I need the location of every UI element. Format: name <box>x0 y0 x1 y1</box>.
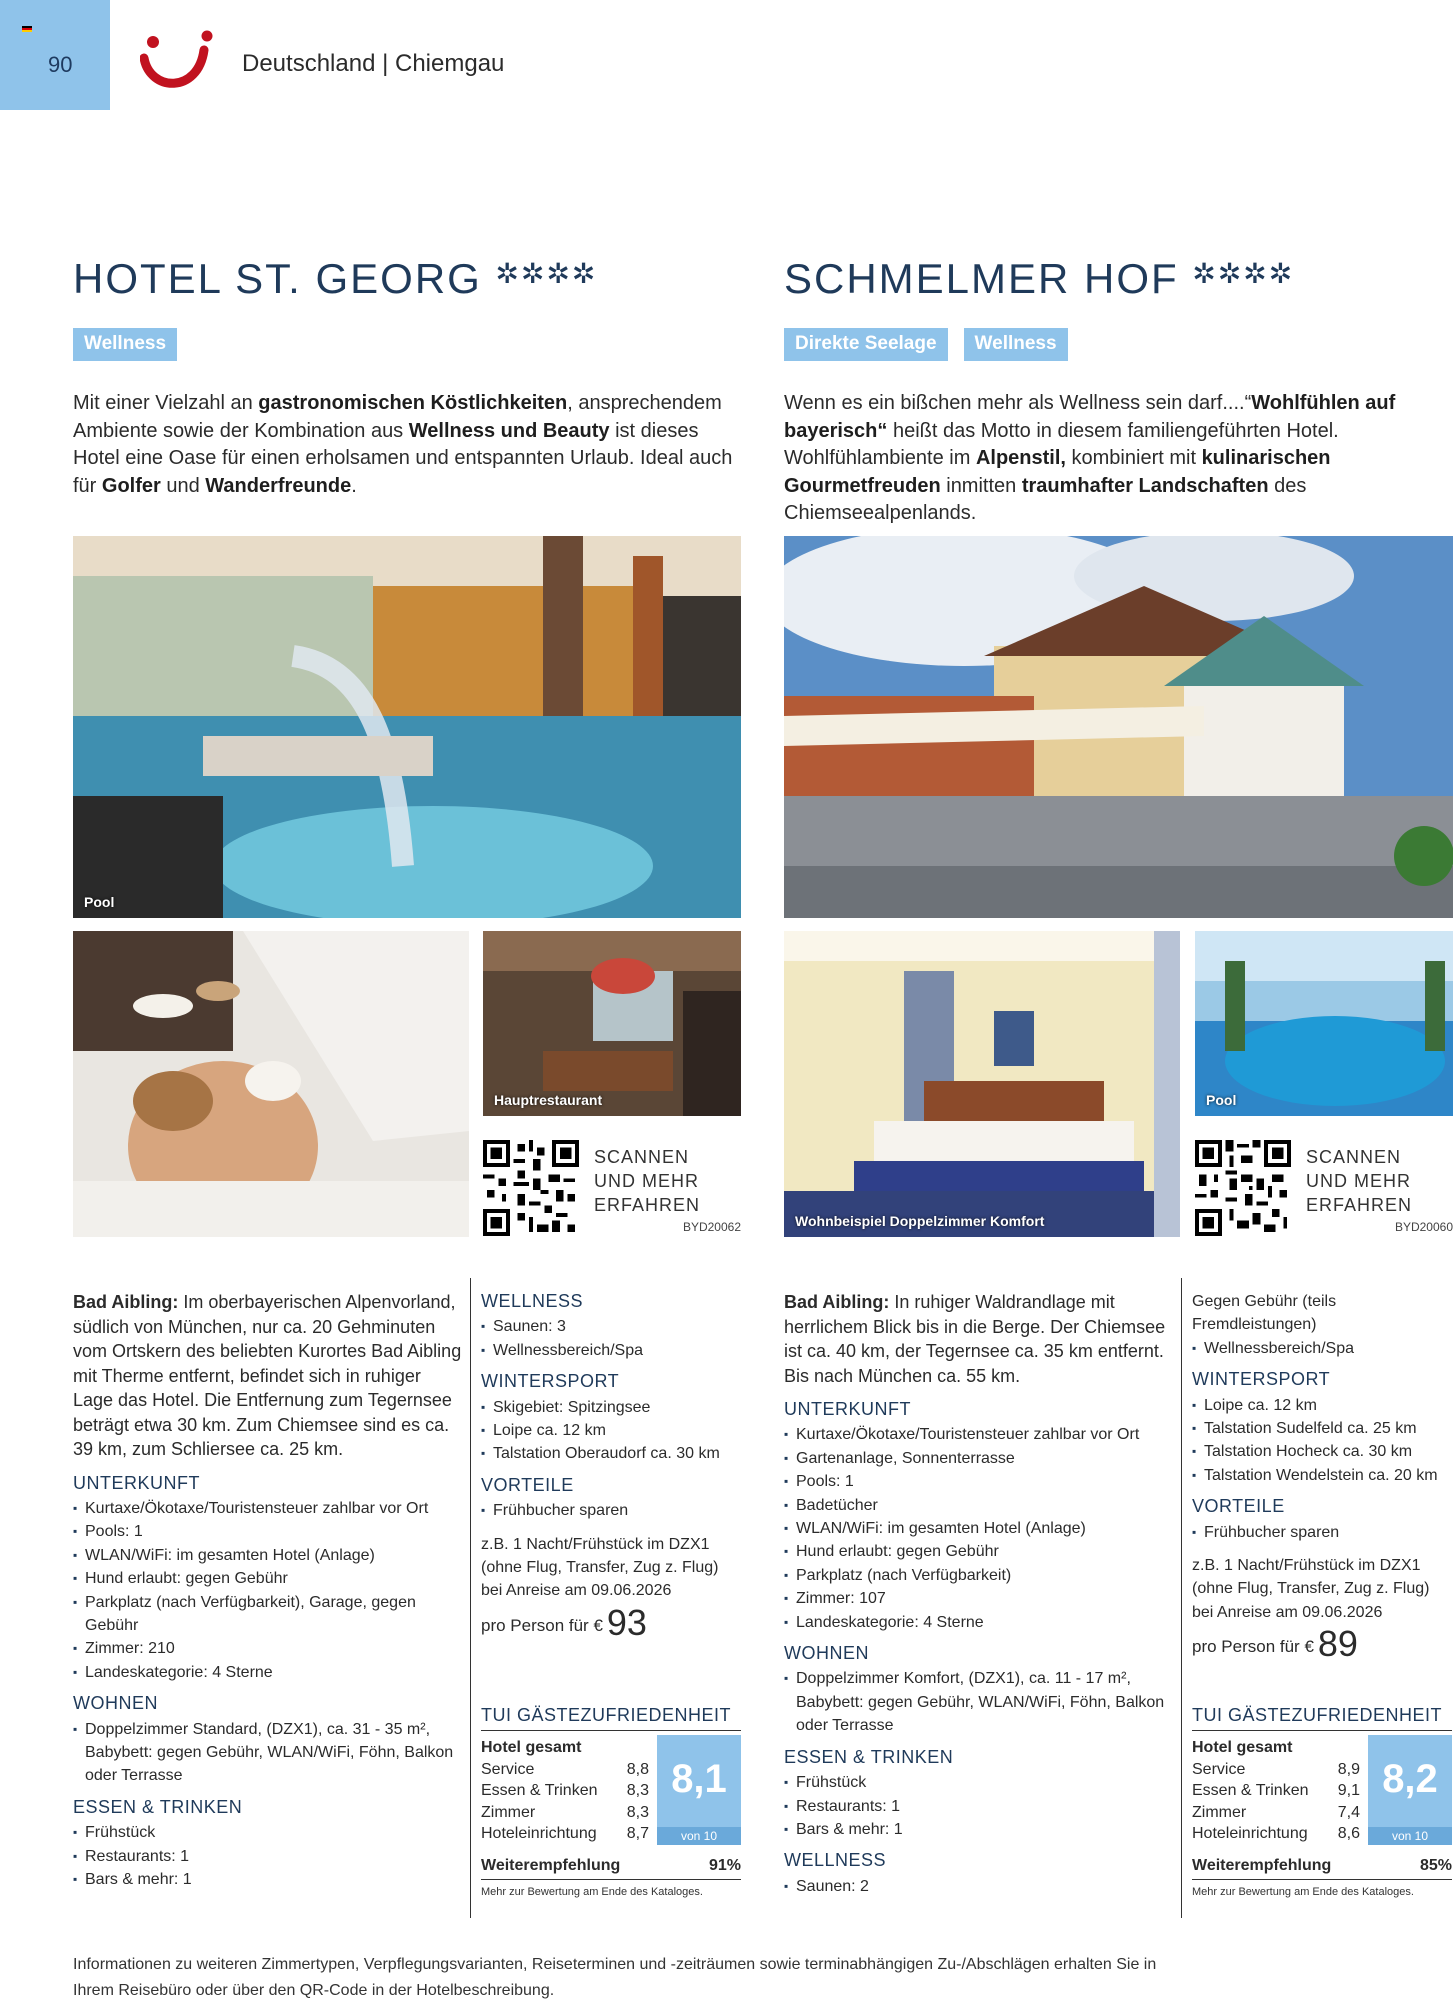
list-item: ▪ Frühstück <box>784 1771 1174 1794</box>
list-item: ▪ Frühstück <box>73 1821 463 1844</box>
location-text: Bad Aibling: In ruhiger Waldrandlage mit herrlichem Blick bis in die Berge. Der Chiemsee ist ca. 40 km, der Tegernsee ca. 35 km entfernt. Bis nach München ca. 55 km. <box>784 1292 1166 1386</box>
list-item: ▪ Bars & mehr: 1 <box>784 1818 1174 1841</box>
photo-caption: Wohnbeispiel Doppelzimmer Komfort <box>795 1213 1045 1229</box>
guest-rating: TUI GÄSTEZUFRIEDENHEIT Hotel gesamt Service 8,8 Essen & Trinken 8,3 Zimmer 8,3 Hoteleinrichtung 8,7 8,1 von 10 Weiterempfehlung 91% Mehr zur Bewertung am Ende des Kataloges. <box>481 1705 741 1898</box>
fee-list <box>1192 1337 1453 1360</box>
wohnen-list <box>784 1667 1174 1737</box>
photo-room <box>784 931 1180 1237</box>
offer-text: z.B. 1 Nacht/Frühstück im DZX1 (ohne Flug, Transfer, Zug z. Flug) bei Anreise am 09.06.2026 <box>481 1535 719 1600</box>
hotel-name: HOTEL ST. GEORG <box>73 255 482 302</box>
list-item: ▪ Talstation Oberaudorf ca. 30 km <box>481 1442 743 1465</box>
section-title: VORTEILE <box>481 1474 574 1495</box>
price: pro Person für € 93 <box>481 1601 647 1643</box>
list-item: ▪ Frühbucher sparen <box>481 1499 743 1522</box>
star-rating-icon: ✲✲✲✲ <box>495 258 598 289</box>
price: pro Person für € 89 <box>1192 1623 1358 1665</box>
section-title: WINTERSPORT <box>481 1371 620 1392</box>
product-code: BYD20062 <box>682 1220 741 1234</box>
guest-rating: TUI GÄSTEZUFRIEDENHEIT Hotel gesamt Service 8,9 Essen & Trinken 9,1 Zimmer 7,4 Hoteleinrichtung 8,6 8,2 von 10 Weiterempfehlung 85% Mehr zur Bewertung am Ende des Kataloges. <box>1192 1705 1452 1898</box>
hotel-details-left <box>73 1290 463 1891</box>
list-item: ▪ Parkplatz (nach Verfügbarkeit) <box>784 1564 1174 1587</box>
hotel-name: SCHMELMER HOF <box>784 255 1179 302</box>
list-item: ▪ Loipe ca. 12 km <box>481 1419 743 1442</box>
section-title: VORTEILE <box>1192 1496 1285 1517</box>
list-item: ▪ Talstation Wendelstein ca. 20 km <box>1192 1464 1453 1487</box>
hotel-details-right <box>481 1290 743 1643</box>
wintersport-list <box>1192 1394 1453 1488</box>
star-rating-icon: ✲✲✲✲ <box>1192 258 1295 289</box>
recommendation: Weiterempfehlung 91% <box>481 1847 741 1880</box>
list-item: ▪ Wellnessbereich/Spa <box>1192 1337 1453 1360</box>
qr-code-icon[interactable] <box>1195 1140 1291 1236</box>
list-item: ▪ Zimmer: 210 <box>73 1637 463 1660</box>
section-title: ESSEN & TRINKEN <box>784 1746 954 1767</box>
list-item: ▪ Loipe ca. 12 km <box>1192 1394 1453 1417</box>
section-title: UNTERKUNFT <box>784 1399 911 1419</box>
photo-pool <box>73 536 741 918</box>
unterkunft-list <box>73 1497 463 1684</box>
photo-caption: Pool <box>84 894 115 910</box>
list-item: ▪ Talstation Sudelfeld ca. 25 km <box>1192 1417 1453 1440</box>
section-title: WELLNESS <box>481 1291 584 1311</box>
footer-note: Informationen zu weiteren Zimmertypen, Verpflegungsvarianten, Reiseterminen und -zeiträumen sowie terminabhängigen Zu-/Abschlägen erhalten Sie in Ihrem Reisebüro oder über den QR-Code in der Hotelbeschreibung. <box>73 1956 1157 1999</box>
score-badge: 8,2 von 10 <box>1368 1735 1452 1845</box>
fee-note: Gegen Gebühr (teils Fremdleistungen) <box>1192 1293 1337 1334</box>
wellness-list <box>481 1315 743 1362</box>
section-title: WOHNEN <box>73 1693 158 1714</box>
scan-cta: SCANNEN UND MEHR ERFAHREN <box>594 1147 701 1215</box>
column-divider <box>1181 1278 1182 1918</box>
page-number-badge <box>0 0 110 110</box>
list-item: ▪ Hund erlaubt: gegen Gebühr <box>784 1540 1174 1563</box>
list-item: ▪ WLAN/WiFi: im gesamten Hotel (Anlage) <box>784 1517 1174 1540</box>
photo-pool-2 <box>1195 931 1453 1116</box>
hotel-intro: Wenn es ein bißchen mehr als Wellness sein darf....“Wohlfühlen auf bayerisch“ heißt das Motto in diesem familiengeführten Hotel. Wohlfühlambiente im Alpenstil, kombiniert mit kulinarischen Gourmetfreuden inmitten traumhafter Landschaften des Chiemseealpenlands. <box>784 392 1396 524</box>
breadcrumb: Deutschland | Chiemgau <box>242 50 505 77</box>
hotel-details-right <box>1192 1290 1453 1665</box>
score-badge: 8,1 von 10 <box>657 1735 741 1845</box>
list-item: ▪ Saunen: 3 <box>481 1315 743 1338</box>
germany-flag-icon <box>22 26 32 32</box>
list-item: ▪ Skigebiet: Spitzingsee <box>481 1396 743 1419</box>
tag-list <box>73 328 177 361</box>
vorteile-list <box>481 1499 743 1522</box>
list-item: ▪ Parkplatz (nach Verfügbarkeit), Garage, gegen Gebühr <box>73 1591 463 1638</box>
tag-seelage: Direkte Seelage <box>784 328 948 361</box>
list-item: ▪ Zimmer: 107 <box>784 1587 1174 1610</box>
list-item: ▪ Kurtaxe/Ökotaxe/Touristensteuer zahlbar vor Ort <box>73 1497 463 1520</box>
section-title: WINTERSPORT <box>1192 1369 1331 1390</box>
list-item: ▪ Bars & mehr: 1 <box>73 1868 463 1891</box>
list-item: ▪ Restaurants: 1 <box>73 1845 463 1868</box>
photo-restaurant <box>483 931 741 1116</box>
hotel-title <box>784 255 1294 303</box>
hotel-details-left <box>784 1290 1174 1898</box>
section-title: ESSEN & TRINKEN <box>73 1796 243 1817</box>
essen-list <box>73 1821 463 1891</box>
list-item: ▪ Restaurants: 1 <box>784 1795 1174 1818</box>
tag-wellness: Wellness <box>964 328 1068 361</box>
list-item: ▪ Landeskategorie: 4 Sterne <box>73 1661 463 1684</box>
list-item: ▪ Kurtaxe/Ökotaxe/Touristensteuer zahlbar vor Ort <box>784 1423 1174 1446</box>
photo-massage <box>73 931 469 1237</box>
section-title: WOHNEN <box>784 1643 869 1664</box>
photo-caption: Pool <box>1206 1092 1237 1108</box>
wintersport-list <box>481 1396 743 1466</box>
list-item: ▪ Landeskategorie: 4 Sterne <box>784 1611 1174 1634</box>
essen-list <box>784 1771 1174 1841</box>
list-item: ▪ Pools: 1 <box>784 1470 1174 1493</box>
section-title: UNTERKUNFT <box>73 1472 200 1493</box>
list-item: ▪ Hund erlaubt: gegen Gebühr <box>73 1567 463 1590</box>
wohnen-list <box>73 1718 463 1788</box>
tag-list <box>784 328 1068 361</box>
list-item: ▪ Pools: 1 <box>73 1520 463 1543</box>
list-item: ▪ Doppelzimmer Komfort, (DZX1), ca. 11 - 17 m², Babybett: gegen Gebühr, WLAN/WiFi, Föhn, Balkon oder Terrasse <box>784 1667 1174 1737</box>
scan-cta: SCANNEN UND MEHR ERFAHREN <box>1306 1147 1413 1215</box>
offer-text: z.B. 1 Nacht/Frühstück im DZX1 (ohne Flug, Transfer, Zug z. Flug) bei Anreise am 09.06.2026 <box>1192 1557 1430 1621</box>
qr-code-icon[interactable] <box>483 1140 579 1236</box>
list-item: ▪ Gartenanlage, Sonnenterrasse <box>784 1447 1174 1470</box>
hotel-intro: Mit einer Vielzahl an gastronomischen Köstlichkeiten, ansprechendem Ambiente sowie der Kombination aus Wellness und Beauty ist dieses Hotel eine Oase für einen erholsamen und entspannten Urlaub. Ideal auch für Golfer und Wanderfreunde. <box>73 392 733 497</box>
photo-caption: Hauptrestaurant <box>494 1092 603 1108</box>
page-number: 90 <box>48 52 73 77</box>
location-text: Bad Aibling: Im oberbayerischen Alpenvorland, südlich von München, nur ca. 20 Gehminuten vom Ortskern des beliebten Kurortes Bad Aibling mit Therme entfernt, befindet sich in ruhiger Lage das Hotel. Die Entfernung zum Tegernsee beträgt etwa 30 km. Zum Chiemsee sind es ca. 39 km, zum Schliersee ca. 25 km. <box>73 1292 462 1459</box>
section-title: WELLNESS <box>784 1850 887 1871</box>
tui-smile-logo[interactable] <box>140 28 220 92</box>
recommendation: Weiterempfehlung 85% <box>1192 1847 1452 1880</box>
column-divider <box>470 1278 471 1918</box>
vorteile-list <box>1192 1521 1453 1544</box>
list-item: ▪ Talstation Hocheck ca. 30 km <box>1192 1440 1453 1463</box>
product-code: BYD20060 <box>1394 1220 1453 1234</box>
tag-wellness: Wellness <box>73 328 177 361</box>
list-item: ▪ Badetücher <box>784 1494 1174 1517</box>
hotel-title <box>73 255 597 303</box>
list-item: ▪ Wellnessbereich/Spa <box>481 1339 743 1362</box>
photo-hotel-exterior <box>784 536 1453 918</box>
wellness-list <box>784 1875 1174 1898</box>
list-item: ▪ Doppelzimmer Standard, (DZX1), ca. 31 - 35 m², Babybett: gegen Gebühr, WLAN/WiFi, Föhn, Balkon oder Terrasse <box>73 1718 463 1788</box>
list-item: ▪ Frühbucher sparen <box>1192 1521 1453 1544</box>
list-item: ▪ WLAN/WiFi: im gesamten Hotel (Anlage) <box>73 1544 463 1567</box>
unterkunft-list <box>784 1423 1174 1634</box>
list-item: ▪ Saunen: 2 <box>784 1875 1174 1898</box>
